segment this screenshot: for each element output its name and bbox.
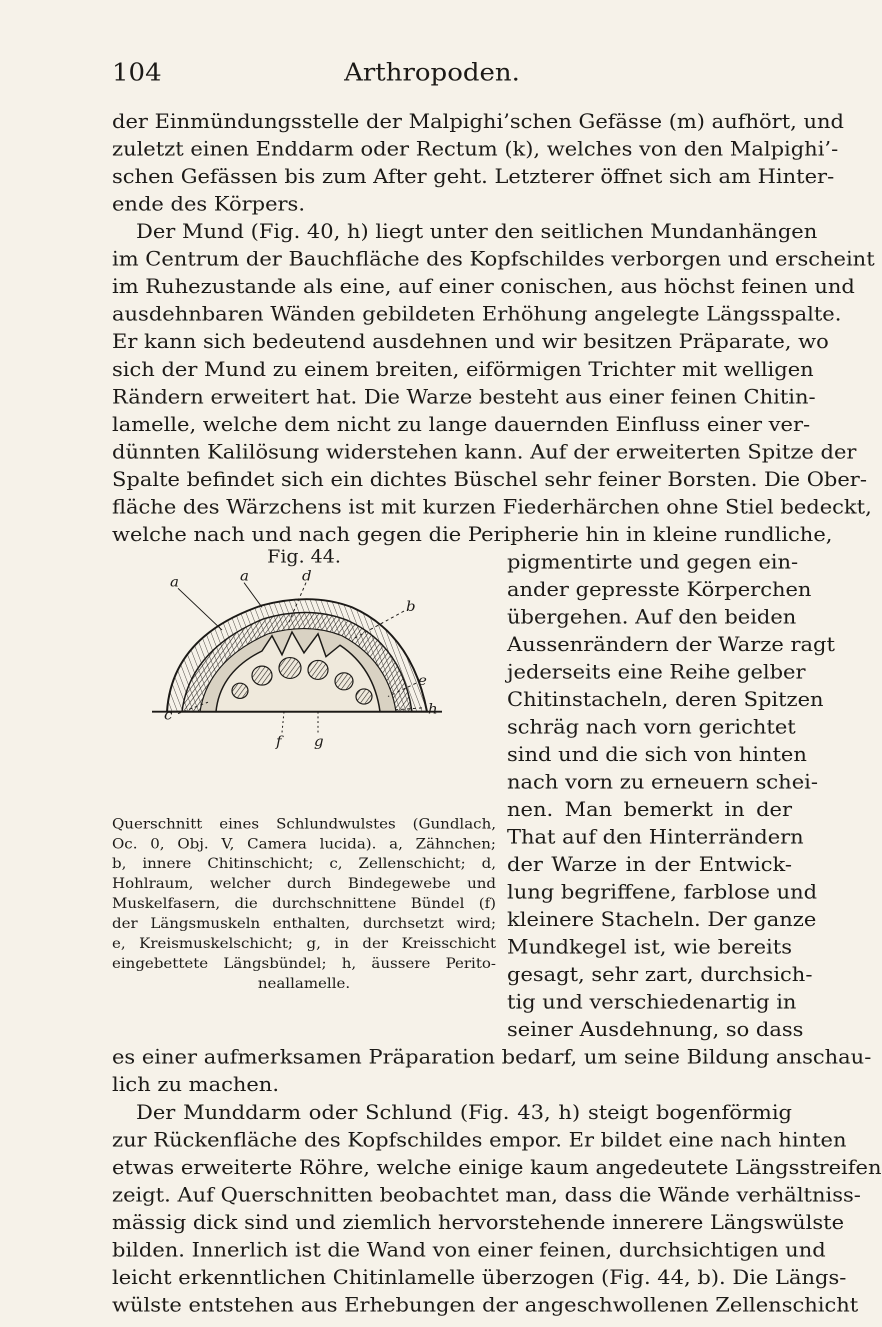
page-number: 104	[112, 58, 162, 88]
caption-line: Oc. 0, Obj. V, Camera lucida). a, Zähnchen;	[112, 835, 496, 853]
text-line: seiner Ausdehnung, so dass	[507, 1018, 804, 1041]
figure-label: c	[164, 706, 173, 724]
text-line: Der Munddarm oder Schlund (Fig. 43, h) steigt bogenförmig	[136, 1100, 792, 1124]
figure-label: a	[170, 573, 179, 591]
caption-line: Muskelfasern, die durchschnittene Bündel (f)	[112, 894, 496, 912]
text-line: nen. Man bemerkt in der	[507, 798, 792, 821]
text-line: fläche des Wärzchens ist mit kurzen Fiederhärchen ohne Stiel bedeckt,	[112, 495, 872, 519]
text-line: lung begriffene, farblose und	[507, 880, 818, 904]
text-line: der Einmündungsstelle der Malpighi’schen Gefässe (m) aufhört, und	[112, 110, 844, 133]
text-line: That auf den Hinterrändern	[507, 825, 804, 849]
cross-section-illustration	[112, 569, 496, 749]
caption-line: Hohlraum, welcher durch Bindegewebe und	[112, 874, 496, 892]
text-line: bilden. Innerlich ist die Wand von einer feinen, durchsichtigen und	[112, 1238, 826, 1262]
text-line: lamelle, welche dem nicht zu lange dauernden Einfluss einer ver-	[112, 412, 811, 436]
text-line: ausdehnbaren Wänden gebildeten Erhöhung angelegte Längsspalte.	[112, 302, 842, 326]
text-line: im Ruhezustande als eine, auf einer conischen, aus höchst feinen und	[112, 275, 855, 298]
figure-label: h	[428, 700, 438, 718]
running-header	[112, 59, 752, 97]
text-line: schräg nach vorn gerichtet	[507, 715, 796, 739]
text-line: gesagt, sehr zart, durchsich-	[507, 963, 813, 986]
text-line: mässig dick sind und ziemlich hervorstehende innerere Längswülste	[112, 1210, 845, 1234]
text-line: Mundkegel ist, wie bereits	[507, 935, 792, 959]
text-line: ende des Körpers.	[112, 192, 305, 216]
text-line: im Centrum der Bauchfläche des Kopfschildes verborgen und erscheint	[112, 247, 875, 271]
text-line: Der Mund (Fig. 40, h) liegt unter den seitlichen Mundanhängen	[136, 220, 818, 243]
text-line: der Warze in der Entwick-	[507, 853, 792, 876]
text-line: tig und verschiedenartig in	[507, 990, 797, 1014]
text-line: dünnten Kalilösung widerstehen kann. Auf der erweiterten Spitze der	[112, 440, 857, 464]
text-line: lich zu machen.	[112, 1073, 280, 1096]
text-line: kleinere Stacheln. Der ganze	[507, 908, 817, 931]
text-line: welche nach und nach gegen die Peripherie hin in kleine rundliche,	[112, 522, 833, 546]
text-line: zuletzt einen Enddarm oder Rectum (k), welches von den Malpighi’-	[112, 137, 839, 161]
figure-label: d	[302, 568, 312, 585]
figure-title: Fig. 44.	[267, 546, 341, 568]
text-line: jederseits eine Reihe gelber	[507, 660, 806, 684]
caption-line: b, innere Chitinschicht; c, Zellenschicht; d,	[112, 854, 496, 873]
text-line: Rändern erweitert hat. Die Warze besteht aus einer feinen Chitin-	[112, 385, 816, 409]
figure-label: f	[276, 733, 282, 750]
text-line: Er kann sich bedeutend ausdehnen und wir besitzen Präparate, wo	[112, 330, 829, 353]
text-line: sich der Mund zu einem breiten, eiförmigen Trichter mit welligen	[112, 357, 814, 381]
text-line: etwas erweiterte Röhre, welche einige kaum angedeutete Längsstreifen	[112, 1155, 882, 1179]
running-title: Arthropoden.	[344, 58, 520, 88]
caption-line: e, Kreismuskelschicht; g, in der Kreisschicht	[112, 934, 496, 952]
figure-label: b	[406, 598, 416, 615]
text-line: Aussenrändern der Warze ragt	[507, 632, 835, 656]
figure-label: e	[418, 672, 427, 689]
text-line: Spalte befindet sich ein dichtes Büschel sehr feiner Borsten. Die Ober-	[112, 467, 867, 491]
text-line: wülste entstehen aus Erhebungen der angeschwollenen Zellenschicht	[112, 1293, 859, 1317]
text-line: es einer aufmerksamen Präparation bedarf, um seine Bildung anschau-	[112, 1045, 872, 1069]
text-line: übergehen. Auf den beiden	[507, 605, 797, 629]
figure-44	[112, 547, 496, 790]
text-line: leicht erkenntlichen Chitinlamelle überzogen (Fig. 44, b). Die Längs-	[112, 1265, 847, 1289]
text-line: zur Rückenfläche des Kopfschildes empor. Er bildet eine nach hinten	[112, 1128, 847, 1152]
text-line: Chitinstacheln, deren Spitzen	[507, 687, 824, 711]
caption-line: neallamelle.	[257, 974, 351, 992]
figure-label: a	[240, 568, 249, 585]
text-line: zeigt. Auf Querschnitten beobachtet man, dass die Wände verhältniss-	[112, 1183, 861, 1207]
caption-line: der Längsmuskeln enthalten, durchsetzt wird;	[112, 914, 496, 932]
text-line: schen Gefässen bis zum After geht. Letzterer öffnet sich am Hinter-	[112, 165, 835, 188]
caption-line: Querschnitt eines Schlundwulstes (Gundlach,	[112, 815, 496, 833]
caption-line: eingebettete Längsbündel; h, äussere Perito-	[112, 954, 496, 972]
text-line: sind und die sich von hinten	[507, 742, 807, 766]
text-line: nach vorn zu erneuern schei-	[507, 770, 818, 794]
figure-label: g	[314, 733, 324, 750]
text-line: pigmentirte und gegen ein-	[507, 550, 799, 574]
text-line: ander gepresste Körperchen	[507, 577, 812, 601]
